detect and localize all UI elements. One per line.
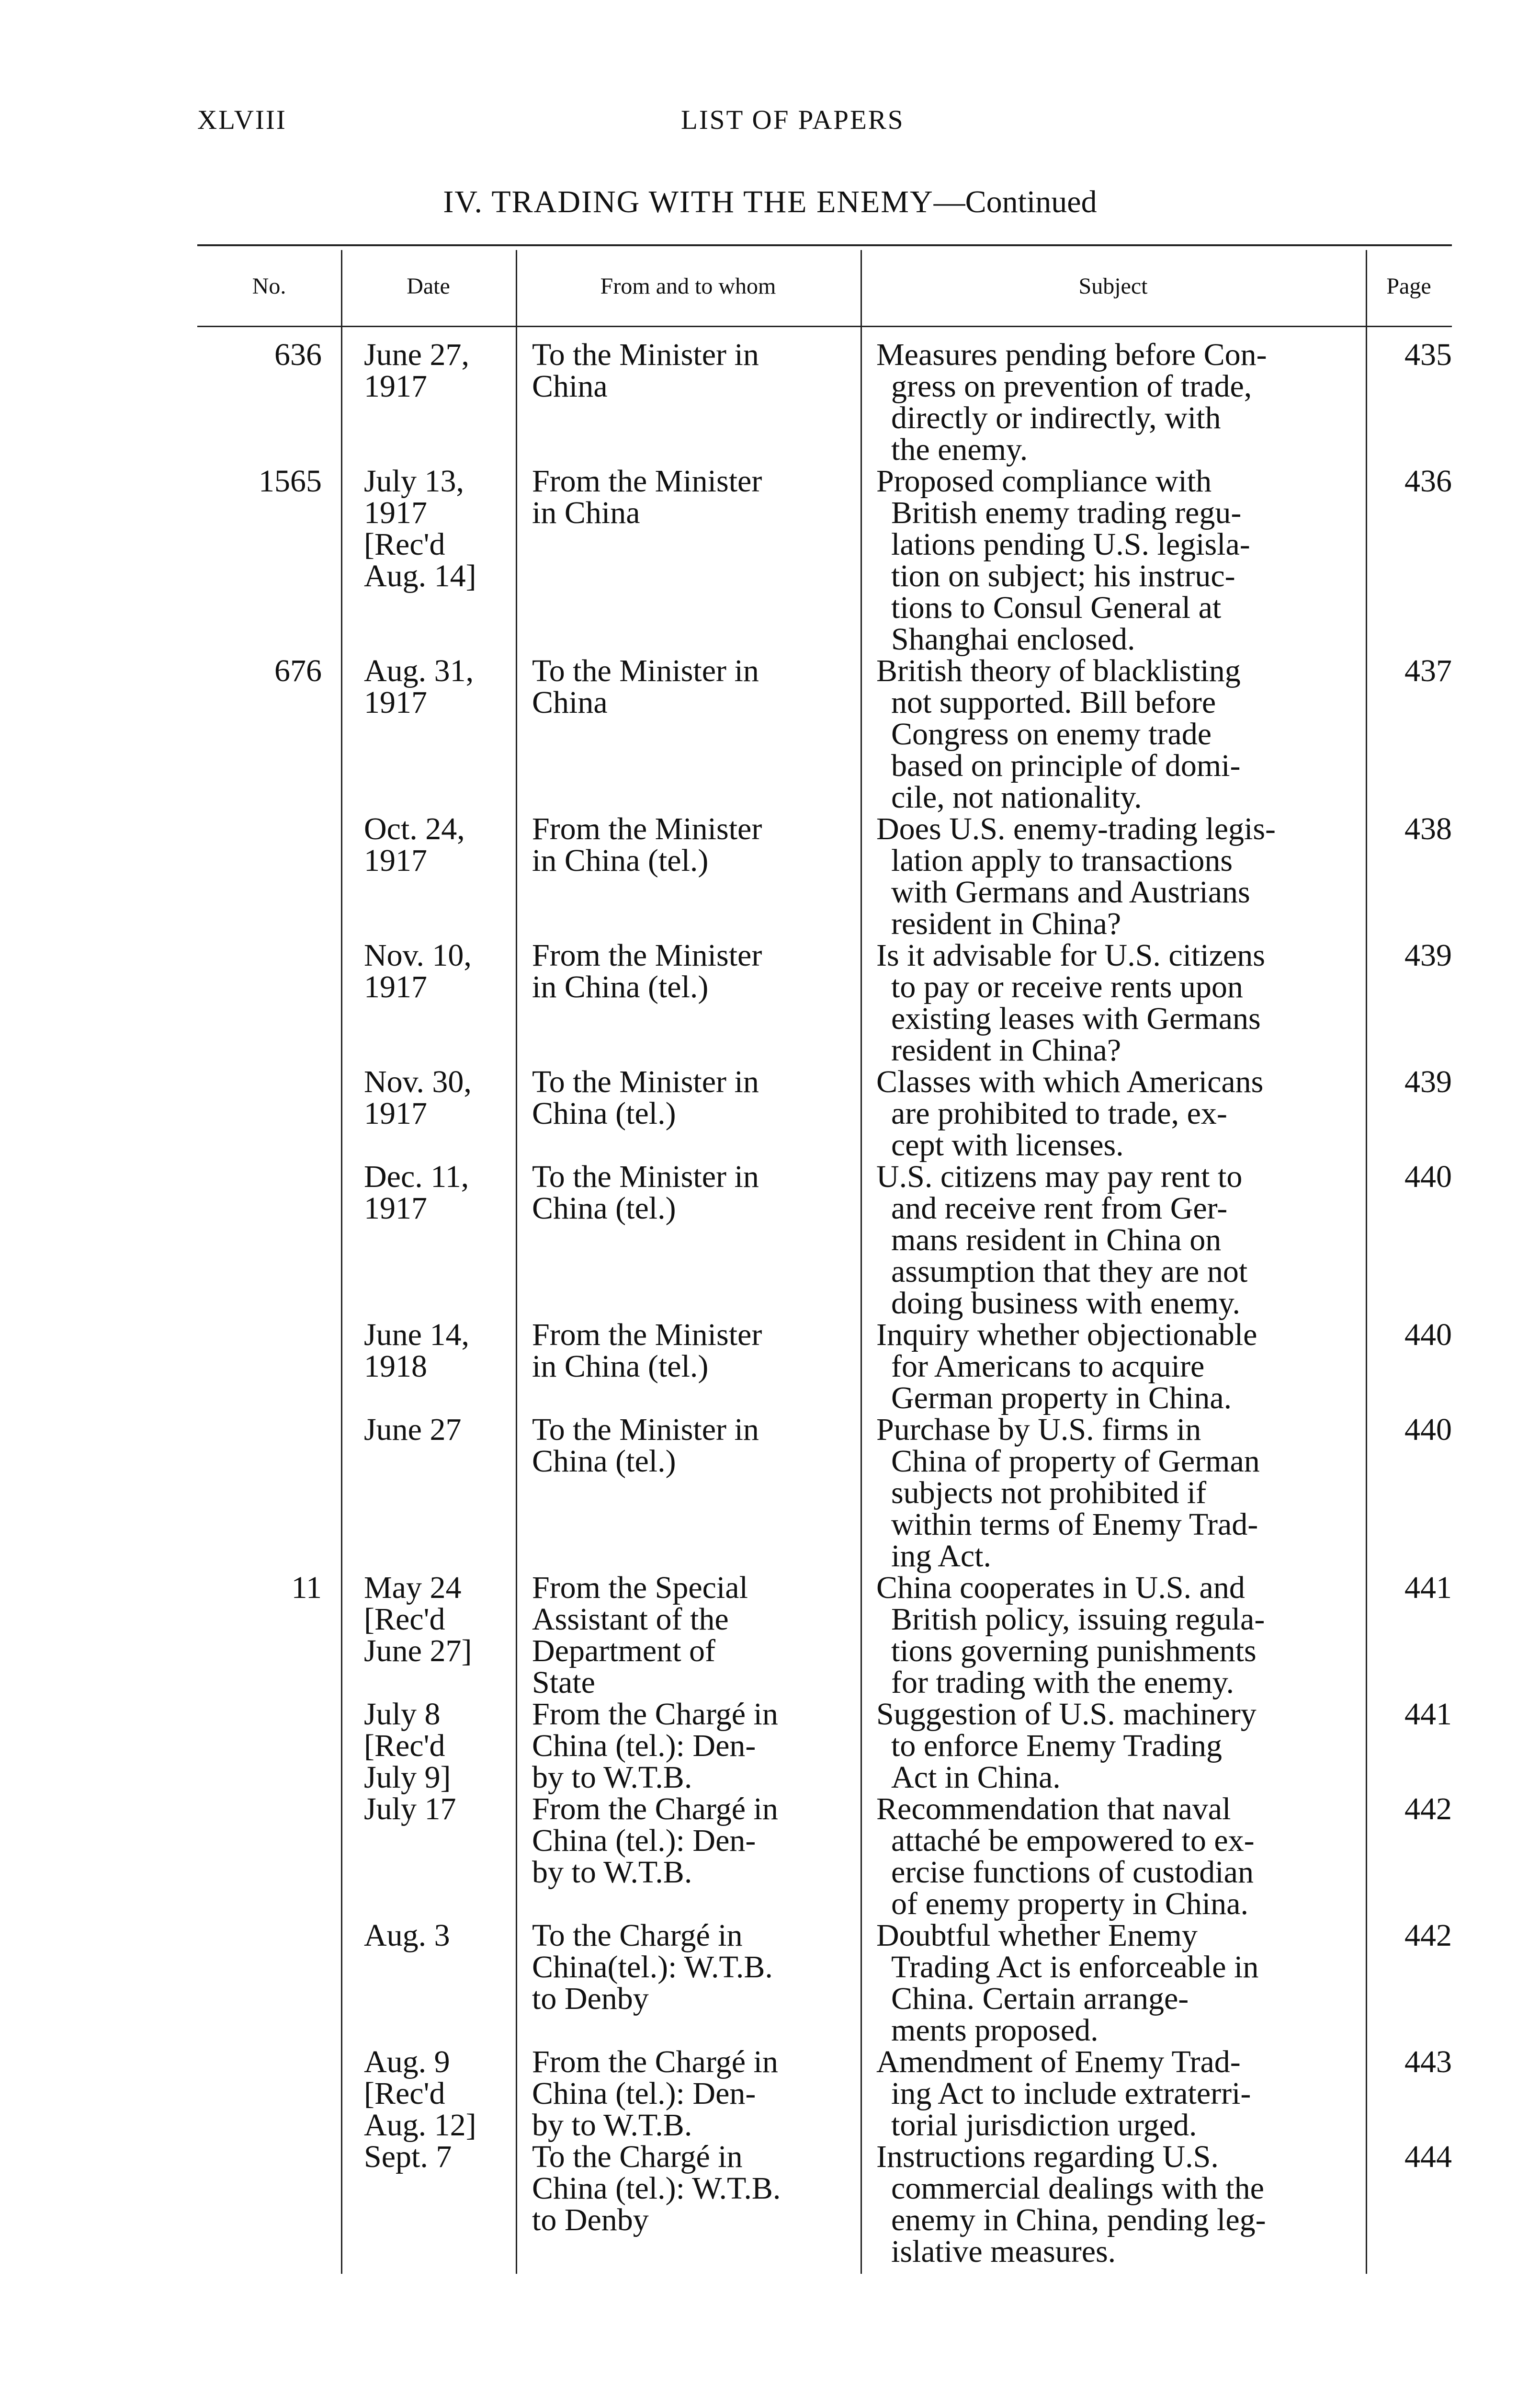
paper-page: 442 [1404,1918,1452,1953]
paper-from-to: To the Chargé in China(tel.): W.T.B. to Denby [532,1918,773,2016]
paper-page: 441 [1404,1697,1452,1732]
paper-date: July 8 [Rec'd July 9] [364,1697,451,1795]
paper-subject: Classes with which Americans are prohibited to trade, ex- cept with licenses. [876,1064,1264,1163]
paper-subject: Does U.S. enemy-trading legis- lation apply to transactions with Germans and Austrians resident in China? [876,811,1276,941]
paper-subject: Inquiry whether objectionable for Americans to acquire German property in China. [876,1317,1257,1415]
paper-page: 436 [1404,464,1452,499]
paper-subject: Measures pending before Con- gress on prevention of trade, directly or indirectly, with the enemy. [876,337,1267,467]
col-header-page: Page [1386,274,1431,299]
paper-date: Oct. 24, 1917 [364,811,465,878]
paper-from-to: To the Minister in China (tel.) [532,1064,759,1131]
paper-page: 441 [1404,1570,1452,1605]
paper-subject: Amendment of Enemy Trad- ing Act to include extraterri- torial jurisdiction urged. [876,2044,1251,2143]
table-row [197,466,1452,655]
paper-subject: Instructions regarding U.S. commercial dealings with the enemy in China, pending leg- islative measures. [876,2139,1266,2269]
paper-date: Aug. 3 [364,1918,450,1953]
paper-from-to: To the Minister in China (tel.) [532,1159,759,1226]
paper-from-to: From the Minister in China (tel.) [532,938,762,1004]
table-row [197,339,1452,466]
table-row [197,1066,1452,1161]
paper-page: 435 [1404,337,1452,372]
paper-date: Nov. 10, 1917 [364,938,472,1004]
paper-date: Nov. 30, 1917 [364,1064,472,1131]
table-header-rule [197,326,1452,327]
col-header-date: Date [407,274,450,299]
table-row [197,1699,1452,1793]
paper-from-to: From the Minister in China (tel.) [532,1317,762,1384]
paper-from-to: From the Special Assistant of the Department of State [532,1570,748,1700]
paper-subject: China cooperates in U.S. and British policy, issuing regula- tions governing punishments for trading with the enemy. [876,1570,1265,1700]
section-title-main: IV. TRADING WITH THE ENEMY [443,184,934,219]
paper-from-to: From the Chargé in China (tel.): Den- by to W.T.B. [532,2044,778,2143]
table-row [197,1414,1452,1572]
paper-from-to: From the Minister in China [532,464,762,530]
paper-subject: Recommendation that naval attaché be empowered to ex- ercise functions of custodian of enemy property in China. [876,1791,1255,1921]
paper-date: Aug. 31, 1917 [364,653,474,720]
paper-date: Dec. 11, 1917 [364,1159,469,1226]
paper-subject: Purchase by U.S. firms in China of property of German subjects not prohibited if within terms of Enemy Trad- ing Act. [876,1412,1260,1574]
paper-page: 439 [1404,938,1452,973]
running-title: LIST OF PAPERS [681,105,905,135]
paper-date: June 27 [364,1412,462,1447]
paper-date: Aug. 9 [Rec'd Aug. 12] [364,2044,476,2143]
page-folio: XLVIII [197,105,287,135]
section-title [0,184,1540,220]
table-top-rule [197,244,1452,246]
paper-number: 676 [274,653,322,688]
papers-table [197,244,1452,2280]
paper-page: 437 [1404,653,1452,688]
paper-from-to: From the Chargé in China (tel.): Den- by to W.T.B. [532,1791,778,1890]
paper-page: 440 [1404,1412,1452,1447]
paper-number: 11 [291,1570,322,1605]
paper-date: July 17 [364,1791,456,1826]
paper-page: 438 [1404,811,1452,846]
paper-subject: Doubtful whether Enemy Trading Act is enforceable in China. Certain arrange- ments proposed. [876,1918,1259,2048]
paper-subject: Is it advisable for U.S. citizens to pay or receive rents upon existing leases with Germans resident in China? [876,938,1265,1068]
col-header-subject: Subject [1078,274,1148,299]
paper-page: 444 [1404,2139,1452,2174]
table-row [197,655,1452,813]
paper-subject: Proposed compliance with British enemy trading regu- lations pending U.S. legisla- tion on subject; his instruc- tions to Consul General at Shanghai enclosed. [876,464,1250,657]
section-title-suffix: —Continued [933,184,1097,219]
table-body [197,339,1452,2268]
paper-subject: British theory of blacklisting not supported. Bill before Congress on enemy trade based on principle of domi- cile, not nationality. [876,653,1241,815]
col-header-no: No. [252,274,286,299]
table-row [197,1793,1452,1920]
paper-page: 442 [1404,1791,1452,1826]
table-row [197,2141,1452,2268]
col-header-from: From and to whom [600,274,776,299]
paper-page: 440 [1404,1159,1452,1194]
paper-date: July 13, 1917 [Rec'd Aug. 14] [364,464,476,593]
table-row [197,813,1452,940]
paper-from-to: From the Minister in China (tel.) [532,811,762,878]
paper-date: June 27, 1917 [364,337,469,404]
paper-date: May 24 [Rec'd June 27] [364,1570,472,1668]
paper-subject: U.S. citizens may pay rent to and receive rent from Ger- mans resident in China on assumption that they are not doing business with enemy. [876,1159,1248,1321]
table-row [197,1319,1452,1414]
paper-date: Sept. 7 [364,2139,452,2174]
running-head [197,104,1452,138]
paper-number: 1565 [259,464,322,499]
table-row [197,1572,1452,1699]
table-row [197,940,1452,1066]
paper-from-to: To the Minister in China [532,653,759,720]
paper-from-to: From the Chargé in China (tel.): Den- by to W.T.B. [532,1697,778,1795]
paper-page: 443 [1404,2044,1452,2079]
paper-from-to: To the Minister in China (tel.) [532,1412,759,1479]
paper-from-to: To the Chargé in China (tel.): W.T.B. to Denby [532,2139,781,2237]
table-row [197,2046,1452,2141]
paper-date: June 14, 1918 [364,1317,469,1384]
table-row [197,1920,1452,2046]
paper-number: 636 [274,337,322,372]
paper-subject: Suggestion of U.S. machinery to enforce Enemy Trading Act in China. [876,1697,1257,1795]
paper-page: 439 [1404,1064,1452,1099]
paper-page: 440 [1404,1317,1452,1352]
paper-from-to: To the Minister in China [532,337,759,404]
table-row [197,1161,1452,1319]
